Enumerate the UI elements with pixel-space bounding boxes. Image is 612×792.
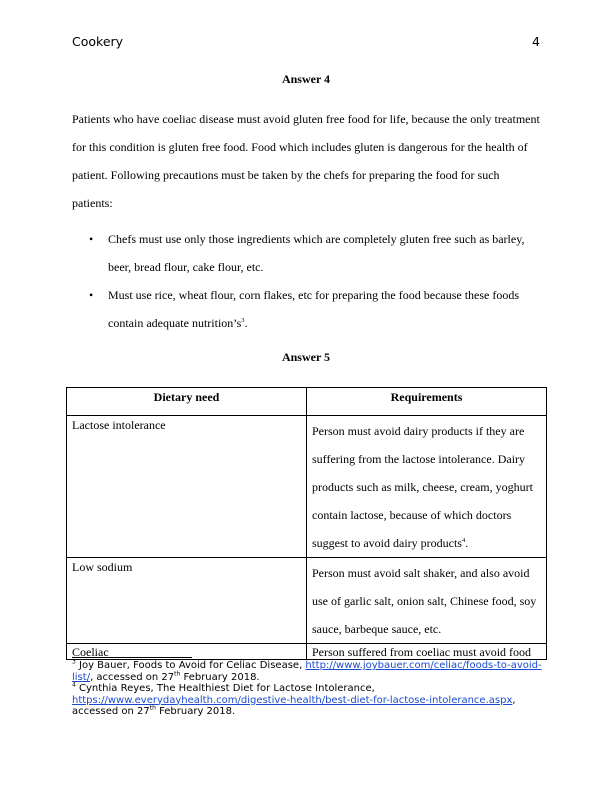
requirement-text: Person must avoid dairy products if they are suffering from the lactose intolerance. Dairy products such as milk, cheese, cream, yoghurt contain lactose, because of which doctors suggest to avoid dairy products (312, 424, 533, 550)
list-item (72, 225, 542, 281)
bullet-icon: • (89, 288, 94, 302)
footnote-ref[interactable]: 4 (461, 537, 466, 544)
answer4-bullet-list (72, 225, 542, 337)
footnote-separator (72, 657, 192, 658)
table-row (67, 416, 547, 558)
footnote (72, 660, 542, 683)
footnote-text: Cynthia Reyes, The Healthiest Diet for Lactose Intolerance, (79, 683, 375, 694)
footnote-date: February 2018. (155, 706, 236, 717)
requirement-cell: Person must avoid salt shaker, and also avoid use of garlic salt, onion salt, Chinese food, soy sauce, barbeque sauce, etc. (307, 558, 547, 644)
dietary-needs-table (66, 387, 547, 660)
footnote (72, 683, 542, 718)
bullet-text: Must use rice, wheat flour, corn flakes, etc for preparing the food because these foods contain adequate nutrition’s (108, 288, 520, 330)
answer5-heading: Answer 5 (281, 350, 331, 364)
footnote-number: 3 (72, 658, 76, 666)
requirement-cell: Person suffered from coeliac must avoid food (307, 644, 547, 660)
list-item (72, 281, 542, 337)
footnote-link[interactable]: https://www.everydayhealth.com/digestive-health/best-diet-for-lactose-intolerance.aspx (72, 694, 513, 706)
table-row (67, 558, 547, 644)
dietary-need-cell: Coeliac (67, 644, 307, 660)
footnote-text: Joy Bauer, Foods to Avoid for Celiac Disease, (79, 660, 306, 671)
footnote-number: 4 (72, 681, 76, 689)
column-header: Requirements (307, 388, 547, 416)
bullet-text-end: . (244, 316, 248, 330)
requirement-text-end: . (465, 536, 469, 550)
dietary-need-cell: Lactose intolerance (67, 416, 307, 558)
footnote-date-sup: th (174, 670, 181, 678)
running-header-title: Cookery (72, 34, 124, 49)
footnote-ref[interactable]: 3 (241, 317, 245, 324)
table-header-row (67, 388, 547, 416)
page-number: 4 (532, 34, 540, 49)
bullet-text: Chefs must use only those ingredients which are completely gluten free such as barley, beer, bread flour, cake flour, etc. (108, 232, 525, 274)
footnote-link[interactable]: http://www.joybauer.com/celiac/foods-to-avoid-list/ (72, 660, 542, 683)
answer4-heading: Answer 4 (281, 72, 331, 86)
footnote-accessed: , accessed on 27 (90, 671, 175, 683)
answer4-paragraph: Patients who have coeliac disease must avoid gluten free food for life, because the only treatment for this condition is gluten free food. Food which includes gluten is dangerous for the health of patient. Following precautions must be taken by the chefs for preparing the food for such patients: (72, 112, 540, 210)
dietary-need-cell: Low sodium (67, 558, 307, 644)
footnote-date-sup: th (149, 704, 156, 712)
column-header: Dietary need (67, 388, 307, 416)
requirement-cell (307, 416, 547, 558)
footnote-accessed: , accessed on 27 (72, 694, 516, 717)
footnotes (72, 660, 542, 718)
bullet-icon: • (89, 232, 94, 246)
footnote-date: February 2018. (180, 671, 260, 683)
